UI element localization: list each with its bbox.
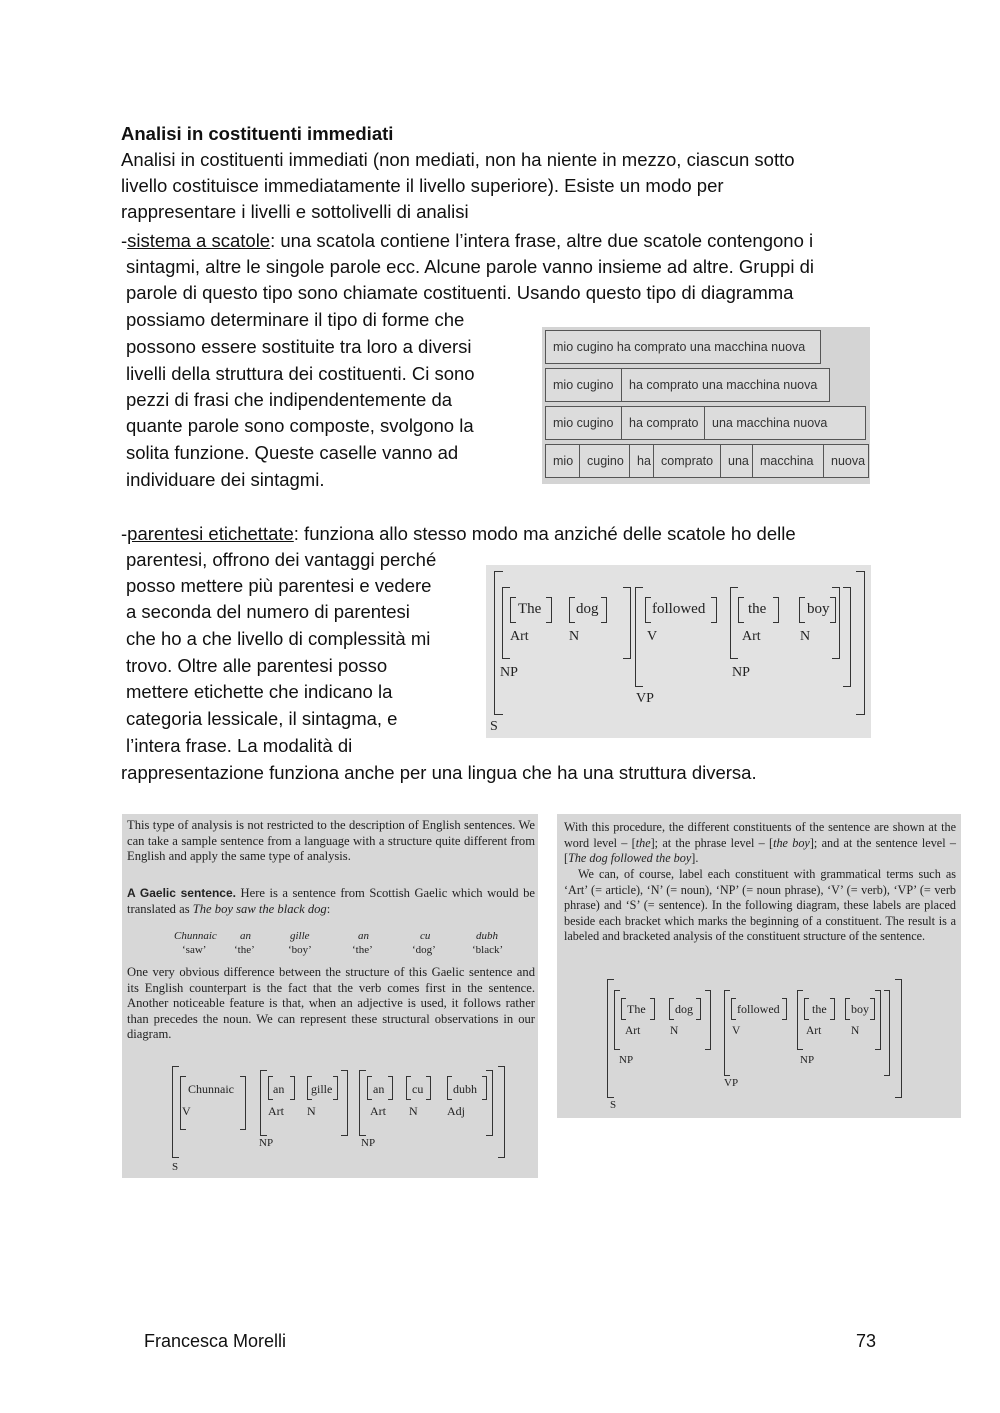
label-art: Art xyxy=(742,629,761,644)
bracket xyxy=(669,998,674,1020)
gaelic-para2-text: Here is a sentence from Scottish Gaelic which would be translated as xyxy=(127,886,535,916)
procedure-italic: the xyxy=(635,835,651,850)
bracket xyxy=(738,597,744,623)
box-row xyxy=(545,406,865,440)
gloss-translation: ‘the’ xyxy=(234,944,255,956)
procedure-vp-label: VP xyxy=(724,1077,739,1089)
box-cell: nuova xyxy=(823,444,869,478)
bracket xyxy=(730,587,738,659)
box-section-line: possiamo determinare il tipo di forme che xyxy=(126,309,465,330)
gaelic-para1: This type of analysis is not restricted to the description of English sentences. We can take a sample sentence from a language with a structure quite different from English and apply the same type of analysis. xyxy=(127,818,535,864)
box-section-line: quante parole sono composte, svolgono la xyxy=(126,415,474,436)
box-cell: mio xyxy=(545,444,580,478)
label-np: NP xyxy=(732,665,750,680)
bracket xyxy=(705,990,711,1050)
procedure-text: With this procedure, the different constituents of the sentence are shown at the word level – [ xyxy=(564,820,956,850)
diagram-label: Art xyxy=(268,1104,284,1118)
diagram-word: cu xyxy=(412,1082,424,1096)
bracket xyxy=(782,998,787,1020)
procedure-italic: The dog followed the boy xyxy=(568,851,692,865)
bracket xyxy=(260,1070,267,1136)
box-section-line: possono essere sostituite tra loro a diversi xyxy=(126,336,472,357)
procedure-word: followed xyxy=(737,1002,780,1016)
word-followed: followed xyxy=(652,601,706,617)
box-cell: ha comprato xyxy=(621,406,705,440)
procedure-label: N xyxy=(670,1025,679,1037)
diagram-np-label: NP xyxy=(361,1137,376,1149)
dash: - xyxy=(121,230,128,251)
label-art: Art xyxy=(510,629,529,644)
gloss-word: an xyxy=(358,930,369,942)
box-cell: cugino xyxy=(579,444,630,478)
bracket xyxy=(731,998,736,1020)
gloss-translation: ‘saw’ xyxy=(182,944,207,956)
bracket-section-line: l’intera frase. La modalità di xyxy=(126,735,353,756)
bracket xyxy=(172,1066,179,1158)
diagram-np-label: NP xyxy=(259,1137,274,1149)
gaelic-para2 xyxy=(127,886,535,917)
dash: - xyxy=(121,523,128,544)
bracket xyxy=(388,1076,393,1100)
bracket xyxy=(830,998,835,1020)
bracket xyxy=(635,587,643,687)
bracket xyxy=(510,597,516,623)
diagram-word: dubh xyxy=(453,1082,477,1096)
gloss-word: dubh xyxy=(476,930,498,942)
bracket xyxy=(623,587,631,659)
gaelic-scan xyxy=(122,814,538,1178)
bracket-section-line: parentesi, offrono dei vantaggi perché xyxy=(126,549,437,570)
gloss-translation: ‘black’ xyxy=(472,944,504,956)
label-n: N xyxy=(800,629,811,644)
bracket xyxy=(830,597,836,623)
bracket xyxy=(607,979,614,1098)
procedure-italic: the boy xyxy=(773,835,810,850)
bracket xyxy=(546,597,552,623)
box-cell: ha comprato una macchina nuova xyxy=(621,368,830,402)
procedure-word: dog xyxy=(675,1002,693,1016)
word-boy: boy xyxy=(807,601,830,617)
procedure-word: boy xyxy=(851,1002,869,1016)
gaelic-subhead: A Gaelic sentence. xyxy=(127,886,236,900)
box-row xyxy=(545,330,820,364)
label-np: NP xyxy=(500,665,518,680)
box-row xyxy=(545,368,829,402)
procedure-label: N xyxy=(851,1025,860,1037)
bracket xyxy=(711,597,717,623)
diagram-label: V xyxy=(182,1104,191,1118)
box-section-line: pezzi di frasi che indipendentemente da xyxy=(126,389,453,410)
bracket-section-line: categoria lessicale, il sintagma, e xyxy=(126,708,398,729)
box-section-line: individuare dei sintagmi. xyxy=(126,469,325,490)
box-cell: mio cugino xyxy=(545,368,622,402)
gaelic-para2-italic: The boy saw the black dog xyxy=(192,901,327,916)
bracket xyxy=(601,597,607,623)
bracket xyxy=(895,979,902,1098)
box-cell: mio cugino xyxy=(545,406,622,440)
intro-line: Analisi in costituenti immediati (non mediati, non ha niente in mezzo, ciascun sotto xyxy=(121,149,795,170)
bracket xyxy=(180,1076,186,1130)
bracket xyxy=(843,587,851,687)
box-diagram xyxy=(542,327,870,484)
diagram-label: N xyxy=(409,1104,418,1118)
bracket xyxy=(486,1070,493,1136)
gloss-translation: ‘the’ xyxy=(352,944,373,956)
bracket-section-line: trovo. Oltre alle parentesi posso xyxy=(126,655,388,676)
procedure-label: Art xyxy=(625,1025,641,1037)
bracket xyxy=(569,597,575,623)
diagram-s-label: S xyxy=(172,1161,179,1173)
bracket xyxy=(799,597,805,623)
box-cell: macchina xyxy=(752,444,824,478)
bracket xyxy=(406,1076,411,1100)
footer-page-number: 73 xyxy=(856,1331,877,1351)
bracket xyxy=(502,587,510,659)
bracket xyxy=(804,998,809,1020)
intro-line: livello costituisce immediatamente il livello superiore). Esiste un modo per xyxy=(121,175,724,196)
bracket xyxy=(797,990,803,1050)
gaelic-para2-end: : xyxy=(326,901,331,916)
box-section-line: solita funzione. Queste caselle vanno ad xyxy=(126,442,459,463)
intro-line: rappresentare i livelli e sottolivelli di analisi xyxy=(121,201,469,222)
label-v: V xyxy=(647,629,658,644)
label-vp: VP xyxy=(636,691,654,706)
procedure-label: V xyxy=(732,1025,741,1037)
bracket xyxy=(875,990,881,1050)
label-n: N xyxy=(569,629,580,644)
gloss-word: an xyxy=(240,930,251,942)
bracket-section-line: mettere etichette che indicano la xyxy=(126,681,393,702)
gloss-translation: ‘boy’ xyxy=(288,944,312,956)
bracket xyxy=(724,990,730,1076)
box-cell: una macchina nuova xyxy=(704,406,866,440)
procedure-para1 xyxy=(564,820,956,867)
box-section-first-line xyxy=(121,228,813,254)
bracket xyxy=(884,990,890,1076)
bracket xyxy=(845,998,850,1020)
box-row xyxy=(545,444,868,478)
bracket xyxy=(426,1076,431,1100)
word-the: The xyxy=(518,601,542,617)
bracket xyxy=(645,597,651,623)
box-cell: ha xyxy=(629,444,654,478)
diagram-word: Chunnaic xyxy=(188,1082,234,1096)
bracket-section-first-line xyxy=(121,521,796,547)
bracket xyxy=(621,998,626,1020)
box-section-line: sintagmi, altre le singole parole ecc. Alcune parole vanno insieme ad altre. Gruppi di xyxy=(126,256,814,277)
diagram-word: an xyxy=(273,1082,285,1096)
gloss-word: Chunnaic xyxy=(174,930,217,942)
box-cell: comprato xyxy=(653,444,721,478)
bracket-section-final-line: rappresentazione funziona anche per una lingua che ha una struttura diversa. xyxy=(121,762,757,783)
diagram-label: Art xyxy=(370,1104,386,1118)
bracket-section-line: a seconda del numero di parentesi xyxy=(126,601,410,622)
procedure-text: ]; and at the sentence level – [ xyxy=(564,835,956,865)
box-section-line: livelli della struttura dei costituenti. Ci sono xyxy=(126,363,475,384)
diagram-word: an xyxy=(373,1082,385,1096)
bracket-diagram xyxy=(486,565,871,738)
box-section-line: parole di questo tipo sono chiamate costituenti. Usando questo tipo di diagramma xyxy=(126,282,794,303)
bracket xyxy=(773,597,779,623)
gloss-translation: ‘dog’ xyxy=(412,944,436,956)
bracket xyxy=(498,1066,505,1158)
bracket xyxy=(614,990,620,1050)
bracket xyxy=(696,998,701,1020)
box-section-line1-rest: : una scatola contiene l’intera frase, altre due scatole contengono i xyxy=(270,230,814,251)
label-s: S xyxy=(490,719,498,734)
bracket xyxy=(856,571,865,715)
bracket-section-line: posso mettere più parentesi e vedere xyxy=(126,575,432,596)
word-dog: dog xyxy=(576,601,599,617)
box-system-term: sistema a scatole xyxy=(127,230,271,251)
procedure-word: The xyxy=(627,1002,646,1016)
bracket xyxy=(240,1076,246,1130)
bracket xyxy=(359,1070,366,1136)
diagram-label: N xyxy=(307,1104,316,1118)
procedure-scan xyxy=(557,814,961,1118)
box-cell: mio cugino ha comprato una macchina nuova xyxy=(545,330,821,364)
box-cell: una xyxy=(720,444,753,478)
bracket xyxy=(482,1076,487,1100)
bracket-term: parentesi etichettate xyxy=(127,523,294,544)
diagram-label: Adj xyxy=(447,1104,465,1118)
bracket xyxy=(333,1076,338,1100)
procedure-s-label: S xyxy=(610,1099,617,1111)
bracket xyxy=(650,998,655,1020)
procedure-np-label: NP xyxy=(619,1054,634,1066)
procedure-label: Art xyxy=(806,1025,822,1037)
bracket xyxy=(367,1076,372,1100)
section-heading: Analisi in costituenti immediati xyxy=(121,123,394,144)
bracket xyxy=(290,1076,295,1100)
gloss-word: cu xyxy=(420,930,431,942)
procedure-para2: We can, of course, label each constituent with grammatical terms such as ‘Art’ (= article), ‘N’ (= noun), ‘NP’ (= noun phrase), ‘V’ (= verb), ‘VP’ (= verb phrase) and ‘S’ (= sentence). In the following diagram, these labels are placed beside each bracket which marks the beginning of a constituent. The result is a labeled and bracketed analysis of the constituent structure of the sentence. xyxy=(564,867,956,943)
procedure-text: ]. xyxy=(691,851,699,865)
bracket xyxy=(870,998,875,1020)
bracket-section-line: che ho a che livello di complessità mi xyxy=(126,628,431,649)
procedure-np-label: NP xyxy=(800,1054,815,1066)
bracket-section-line1-rest: : funziona allo stesso modo ma anziché delle scatole ho delle xyxy=(293,523,796,544)
bracket xyxy=(341,1070,348,1136)
diagram-word: gille xyxy=(311,1082,333,1096)
procedure-text: ]; at the phrase level – [ xyxy=(650,835,774,850)
gloss-word: gille xyxy=(290,930,310,942)
footer-author: Francesca Morelli xyxy=(144,1331,287,1351)
procedure-word: the xyxy=(812,1002,827,1016)
gaelic-para3: One very obvious difference between the structure of this Gaelic sentence and its English counterpart is the fact that the verb comes first in the sentence. Another noticeable feature is that, when an adjective is used, it follows rather than precedes the noun. We can represent these structural observations in our diagram. xyxy=(127,965,535,1042)
bracket xyxy=(447,1076,452,1100)
word-the: the xyxy=(748,601,767,617)
